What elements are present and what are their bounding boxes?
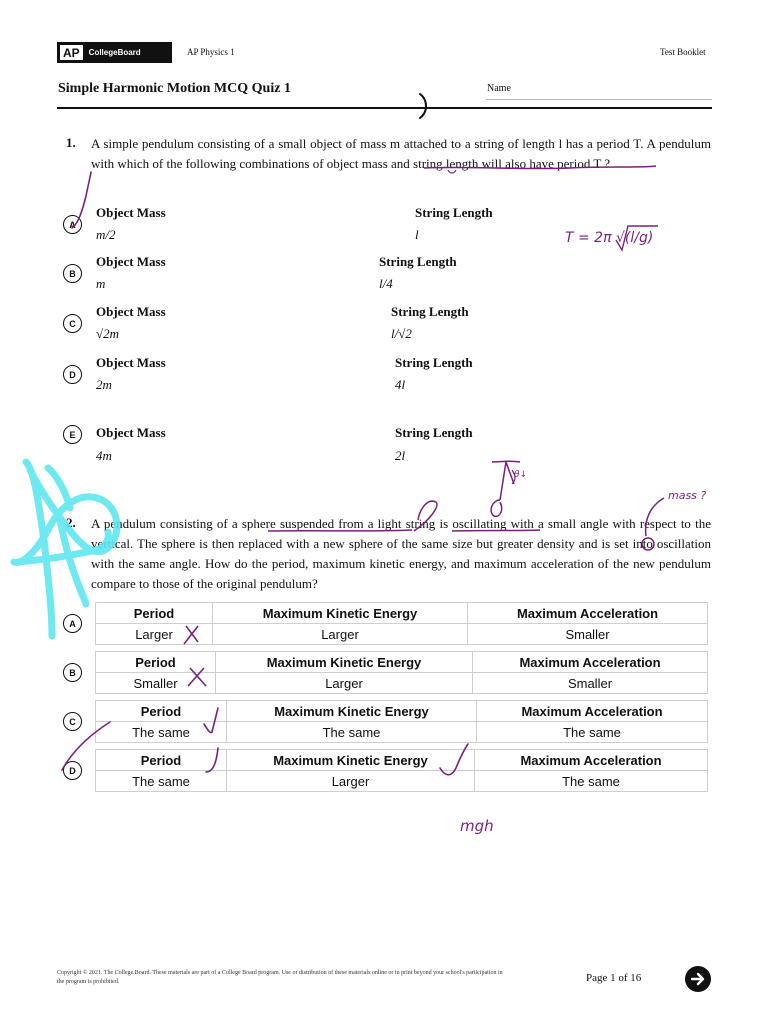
q2d-period: The same (96, 771, 227, 792)
choice-c-bubble[interactable]: C (63, 314, 82, 333)
mgh-note: mgh (460, 817, 494, 835)
choice-a-length-label: String Length (415, 205, 493, 220)
q2d-acc: The same (475, 771, 708, 792)
choice-c-length: l/√2 (391, 326, 412, 341)
q2d-period-header: Period (96, 750, 227, 771)
q2d-acc-header: Maximum Acceleration (475, 750, 708, 771)
mass-question-note: mass ? (668, 489, 707, 502)
header-divider (57, 107, 712, 109)
choice-d-length-label: String Length (395, 355, 473, 370)
q2-choice-c-table (95, 700, 708, 743)
choice-b-length-label: String Length (379, 254, 457, 269)
choice-b-bubble[interactable]: B (63, 264, 82, 283)
copyright-notice: Copyright © 2021. The College Board. These materials are part of a College Board program. Use or distribution of these materials online or in print beyond your school's participation in the program is prohibited. (57, 970, 503, 985)
choice-e-bubble[interactable]: E (63, 425, 82, 444)
choice-d-mass: 2m (96, 377, 112, 392)
page-number: Page 1 of 16 (586, 972, 642, 984)
choice-d-bubble[interactable]: D (63, 365, 82, 384)
q2-choice-a-table (95, 602, 708, 645)
q2c-acc: The same (477, 722, 708, 743)
name-field[interactable] (486, 99, 712, 100)
header-bracket-mark (420, 94, 426, 118)
q2b-acc-header: Maximum Acceleration (473, 652, 708, 673)
question-1-number: 1. (66, 135, 76, 150)
q2b-ke: Larger (216, 673, 473, 694)
course-name: AP Physics 1 (187, 47, 235, 57)
choice-b-mass: m (96, 276, 106, 291)
choice-a-bubble[interactable]: A (63, 215, 82, 234)
choice-c-length-label: String Length (391, 304, 469, 319)
arrow-right-circle-icon (690, 971, 706, 987)
question-2-number: 2. (66, 515, 76, 530)
q2a-acc: Smaller (468, 624, 708, 645)
choice-a-mass-label: Object Mass (96, 205, 166, 220)
choice-d-mass-label: Object Mass (96, 355, 166, 370)
q2a-acc-header: Maximum Acceleration (468, 603, 708, 624)
q2c-ke: The same (227, 722, 477, 743)
q2-choice-b-table (95, 651, 708, 694)
q2c-period: The same (96, 722, 227, 743)
choice-b-length: l/4 (379, 276, 393, 291)
choice-c-mass: √2m (96, 326, 120, 341)
choice-e-length-label: String Length (395, 425, 473, 440)
q2c-acc-header: Maximum Acceleration (477, 701, 708, 722)
q2a-ke: Larger (213, 624, 468, 645)
q2-choice-b-bubble[interactable]: B (63, 663, 82, 682)
q2-choice-a-bubble[interactable]: A (63, 614, 82, 633)
q2b-acc: Smaller (473, 673, 708, 694)
q2d-ke: Larger (227, 771, 475, 792)
theta-note: θ↓ (514, 470, 528, 480)
q2-choice-d-table (95, 749, 708, 792)
formula-note: T = 2π √(l/g) (565, 230, 654, 246)
choice-c-mass-label: Object Mass (96, 304, 166, 319)
choice-a-mass: m/2 (96, 227, 116, 242)
quiz-title: Simple Harmonic Motion MCQ Quiz 1 (58, 81, 291, 96)
q2a-ke-header: Maximum Kinetic Energy (213, 603, 468, 624)
q2b-period: Smaller (96, 673, 216, 694)
choice-e-mass-label: Object Mass (96, 425, 166, 440)
q2-choice-d-bubble[interactable]: D (63, 761, 82, 780)
q2c-period-header: Period (96, 701, 227, 722)
question-1-text: A simple pendulum consisting of a small object of mass m attached to a string of length l has a period T. A pendulum with which of the following combinations of object mass and string length will also have period T ? (91, 136, 711, 171)
choice-e-length: 2l (395, 448, 406, 463)
name-label: Name (487, 83, 511, 94)
booklet-label: Test Booklet (660, 47, 706, 57)
q2c-ke-header: Maximum Kinetic Energy (227, 701, 477, 722)
choice-b-mass-label: Object Mass (96, 254, 166, 269)
next-page-button[interactable] (685, 966, 711, 992)
question-2-text: A pendulum consisting of a sphere suspended from a light string is oscillating with a small angle with respect to the vertical. The sphere is then replaced with a new sphere of the same size but greater density and is set into oscillation with the same angle. How do the period, maximum kinetic energy, and maximum acceleration of the new pendulum compare to those of the original pendulum? (91, 516, 711, 591)
choice-e-mass: 4m (96, 448, 112, 463)
ap-collegeboard-logo (57, 42, 172, 63)
ap-logo-text: AP (60, 45, 83, 60)
collegeboard-logo-text: CollegeBoard (88, 48, 141, 57)
q2a-period: Larger (96, 624, 213, 645)
q2b-period-header: Period (96, 652, 216, 673)
q2b-ke-header: Maximum Kinetic Energy (216, 652, 473, 673)
q2d-ke-header: Maximum Kinetic Energy (227, 750, 475, 771)
choice-d-length: 4l (395, 377, 406, 392)
q2-choice-c-bubble[interactable]: C (63, 712, 82, 731)
choice-a-length: l (415, 227, 419, 242)
q2a-period-header: Period (96, 603, 213, 624)
